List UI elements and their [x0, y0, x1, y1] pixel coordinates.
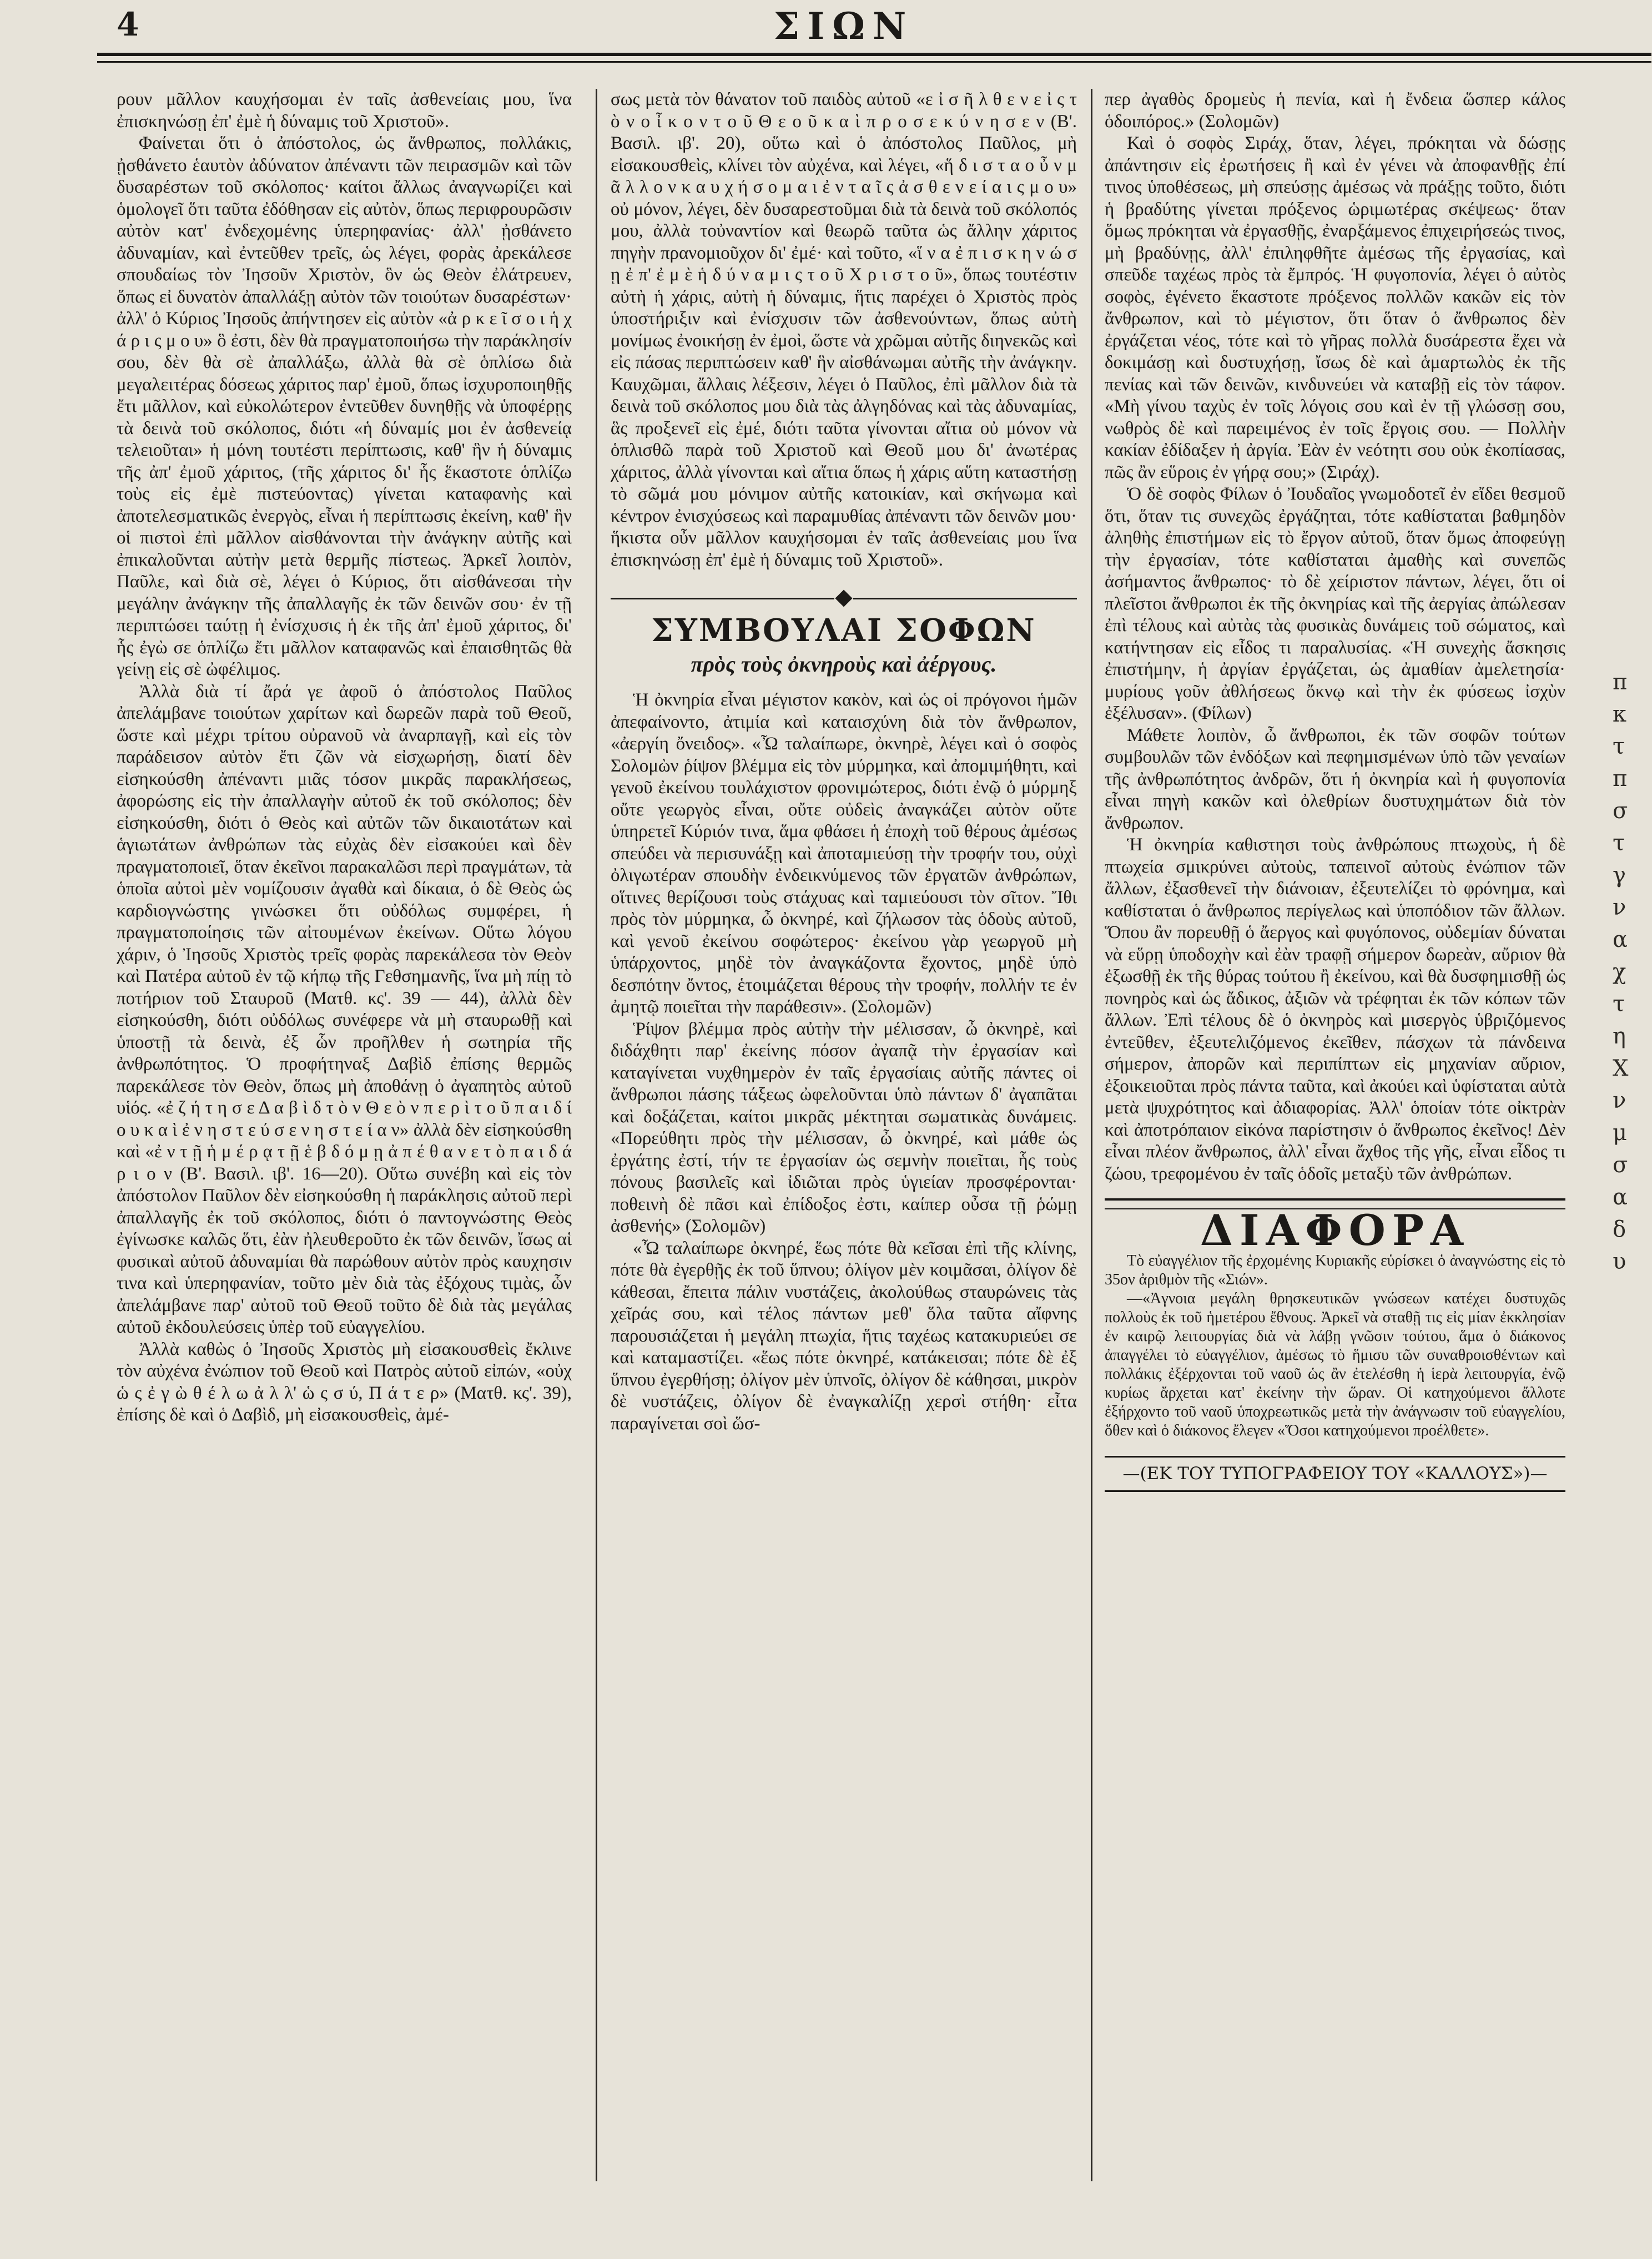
section-subtitle: πρὸς τοὺς ὀκνηροὺς καὶ ἀέργους. — [691, 651, 997, 677]
article-paragraph: Ῥίψον βλέμμα πρὸς αὐτὴν τὴν μέλισσαν, ὦ ὀκνηρὲ, καὶ διδάχθητι παρ' ἐκείνης πόσον ἀγαπᾷ τὴν ἐργασίαν καὶ καταγίνεται νυχθημερὸν ἐν ταῖς ἐργασίαις αὐτῆς πάντες οἱ ἄνθρωποι πάσης τάξεως ὠφελοῦνται ὑπὸ πάντων δ' ἀγαπᾶται καὶ δοξάζεται, καίτοι μικρᾶς μέκτηται σωματικὰς δυνάμεις. «Πορεύθητι πρὸς τὴν μέλισσαν, ὦ ὀκνηρέ, καὶ μάθε ὡς ἐργάτης ἐστί, τήν τε ἐργασίαν ὡς σεμνὴν ποιεῖται, ἧς τοὺς πόνους βασιλεῖς καὶ ἰδιῶται πρὸς ὑγιείαν προσφέρονται· ποθεινὴ δὲ πᾶσι καὶ ἐπίδοξος ἐστι, καίπερ οὖσα τῇ ῥώμῃ ἀσθενής» (Σολομῶν) — [611, 1018, 1077, 1236]
column-divider — [1091, 89, 1092, 2181]
news-item: Τὸ εὐαγγέλιον τῆς ἐρχομένης Κυριακῆς εὑρίσκει ὁ ἀναγνώστης εἰς τὸ 35ον ἀριθμὸν τῆς «Σιών». — [1105, 1252, 1565, 1288]
article-paragraph: σως μετὰ τὸν θάνατον τοῦ παιδὸς αὐτοῦ «ε ἰ σ ῆ λ θ ε ν ε ἰ ς τ ὸ ν ο ἶ κ ο ν τ ο ῦ Θ ε ο ῦ κ α ὶ π ρ ο σ ε κ ύ ν η σ ε ν (Β'. Βασιλ. ιβ'. 20), οὕτω καὶ ὁ ἀπόστολος Παῦλος, μὴ εἰσακουσθεὶς, κλίνει τὸν αὐχένα, καὶ λέγει, «ἥ δ ι σ τ α ο ὖ ν μ ᾶ λ λ ο ν κ α υ χ ή σ ο μ α ι ἐ ν τ α ῖ ς ἀ σ θ ε ν ε ί α ι ς μ ο υ» οὐ μόνον, λέγει, δὲν δυσαρεστοῦμαι διὰ τὰ δεινὰ τοῦ σκόλοπός μου, ἀλλὰ τοὐναντίον καὶ θεωρῶ ταῦτα ὡς ἄλλην χάριτος πηγὴν πρανομιοῦχον δι' ἐμέ· καὶ τοῦτο, «ἵ ν α ἐ π ι σ κ η ν ώ σ ῃ ἐ π' ἐ μ ὲ ἡ δ ύ ν α μ ι ς τ ο ῦ Χ ρ ι σ τ ο ῦ», ὅπως τουτέστιν αὐτὴ ἡ χάρις, αὐτὴ ἡ δύναμις, ἥτις παρέχει ὁ Χριστὸς πρὸς ὑποστήριξιν καὶ ἐνίσχυσιν τῶν ἀσθενούντων, ὅπως αὐτὴ μονίμως ἐνοικήσῃ ἐν ἐμοὶ, ὥστε νὰ χρῶμαι αὐτῆς διηνεκῶς καὶ εἰς πάσας περιπτώσειν καθ' ἣν αἰσθάνωμαι αὐτῆς τὴν ἀνάγκην. Καυχῶμαι, ἄλλαις λέξεσιν, λέγει ὁ Παῦλος, ἐπὶ μᾶλλον διὰ τὰ δεινὰ τοῦ σκόλοπος μου διὰ τὰς ἀλγηδόνας καὶ τὰς ἀδυναμίας, ἃς προξενεῖ εἰς ἐμέ, διότι ταῦτα γίνονται αἴτια οὐ μόνον νὰ ὁπλισθῶ παρὰ τοῦ Χριστοῦ καὶ Θεοῦ μου δι' ἀνωτέρας χάριτος, ἀλλὰ γίνονται καὶ αἴτια ὅπως ἡ χάρις αὕτη καταστήσῃ τὸ σῶμά μου μόνιμον αὐτῆς κατοικίαν, καὶ σκήνωμα καὶ κέντρον ἐνισχύσεως καὶ παραμυθίας ἀπέναντι τῶν δεινῶν μου· ἥκιστα οὖν μᾶλλον καυχήσομαι ἐν ταῖς ἀσθενείαις μου ἵνα ἐπισκηνώσῃ ἐπ' ἐμὲ ἡ δύναμις τοῦ Χριστοῦ». — [611, 89, 1077, 570]
article-paragraph: Ἡ ὀκνηρία καθιστησι τοὺς ἀνθρώπους πτωχοὺς, ἡ δὲ πτωχεία σμικρύνει αὐτοὺς, ταπεινοῖ αὐτοὺς ἐνώπιον τῶν ἄλλων, ἐξασθενεῖ τὴν διάνοιαν, ἐξευτελίζει τὸ φρόνημα, καὶ καθίσταται ὁ ἄνθρωπος περίγελως καὶ ὑποπόδιον τῶν ἄλλων. Ὅπου ἂν πορευθῇ ὁ ἄεργος καὶ φυγόπονος, οὐδεμίαν δύναται νὰ εὕρῃ ὑποδοχὴν καὶ ἐὰν τραφῇ σήμερον δωρεὰν, αὔριον θὰ ἐξωσθῇ ἐκ τῆς θύρας τούτου ἢ ἐκείνου, καὶ θὰ δυσφημισθῇ ὡς πονηρὸς καὶ ὡς ἄδικος, ἀξιῶν νὰ τρέφηται ἐκ τῶν κόπων τῶν ἄλλων. Ἐπὶ τέλους δὲ ὁ ὀκνηρὸς καὶ μισεργὸς ὑβριζόμενος ἐντεῦθεν, ἐξευτελιζόμενος ἐκεῖθεν, πάσχων τὰ πάνδεινα σήμερον, ἀπορῶν καὶ περιπίπτων εἰς μηχανίαν αὔριον, ἐξοικειοῦται πρὸς πάντα ταῦτα, καὶ ἀκούει καὶ ὑφίσταται αὐτὰ μετὰ ψυχρότητος καὶ ἀδιαφορίας. Ἀλλ' ὁποίαν τότε οἰκτρὰν καὶ ἀποτρόπαιον εἰκόνα παρίστησιν ὁ ἄνθρωπος ἐκεῖνος! Δὲν εἶναι πλέον ἄνθρωπος, ἀλλ' εἶναι ἄχθος τῆς γῆς, εἶναι εἶδος τι ζώου, τρεφομένου ἐν ταῖς ὁδοῖς μεταξὺ τῶν ἀνθρώπων. — [1105, 835, 1565, 1184]
diamond-ornament-icon — [835, 589, 852, 607]
article-paragraph: Μάθετε λοιπὸν, ὦ ἄνθρωποι, ἐκ τῶν σοφῶν τούτων συμβουλῶν τῶν ἐνδόξων καὶ πεφημισμένων ὑπὸ τῶν γεναίων τῆς ἀνθρωπότητος ἀνδρῶν, ὅτι ἡ ὀκνηρία καὶ ἡ φυγοπονία εἶναι πηγὴ κακῶν καὶ ὀλεθρίων δυστυχημάτων διὰ τὸν ἄνθρωπον. — [1105, 725, 1565, 833]
printer-imprint: —(ΕΚ ΤΟΥ ΤΥΠΟΓΡΑΦΕΙΟΥ ΤΟΥ «ΚΑΛΛΟΥΣ»)— — [1105, 1456, 1565, 1492]
article-paragraph: Καὶ ὁ σοφὸς Σιράχ, ὅταν, λέγει, πρόκηται νὰ δώσῃς ἀπάντησιν εἰς ἐρωτήσεις ἢ καὶ ἐν γένει νὰ ἀποφανθῇς ἐπί τινος ὑποθέσεως, μὴ σπεύσῃς ἀμέσως νὰ πράξῃς τοῦτο, διότι ἡ βραδύτης γίνεται πρόξενος ὡριμωτέρας σκέψεως· ὅταν ὅμως πρόκηται νὰ ἐργασθῇς, ἐναρξάμενος ἐπιχειρήσεώς τινος, μὴ βραδύνῃς, ἀλλ' ἐπιληφθῆτε ἀμέσως τῆς ἐργασίας, καὶ σπεῦδε ταχέως πρὸς τὰ ἔμπρός. Ἡ φυγοπονία, λέγει ὁ αὐτὸς σοφὸς, ἐγένετο ἕκαστοτε πρόξενος πολλῶν κακῶν εἰς τὸν ἄνθρωπον, καὶ τὸ μέγιστον, ὅτι ὅταν ὁ ἄνθρωπος δὲν ἐργάζεται νέος, τότε καὶ τὸ γῆρας πολλὰ δυσάρεστα ἔχει νὰ δοκιμάσῃ καὶ δυστυχήσῃ, ἴσως δὲ καὶ ἁμαρτωλὸς ἐκ τῆς πενίας καὶ τῶν δεινῶν, κινδυνεύει νὰ καταβῇ εἰς τὸν τάφον. «Μὴ γίνου ταχὺς ἐν τοῖς λόγοις σου καὶ ἐν τῇ γλώσσῃ σου, νωθρὸς δὲ καὶ παρειμένος ἐν τοῖς ἔργοις σου. — Πολλὴν κακίαν ἐδίδαξεν ἡ ἀργία. Ἐὰν ἐν νεότητι σου οὐκ ἐκοπίασας, πῶς ἂν εὕροις ἐν γήρᾳ σου;» (Σιράχ). — [1105, 133, 1565, 482]
header-rule-thick — [97, 53, 1651, 56]
article-paragraph: Ἀλλὰ διὰ τί ἄρά γε ἀφοῦ ὁ ἀπόστολος Παῦλος ἀπελάμβανε τοιούτων χαρίτων καὶ δωρεῶν παρὰ τοῦ Θεοῦ, ὥστε καὶ μέχρι τρίτου οὐρανοῦ νὰ ἀναρπαγῇ, καὶ εἰς τὸν παράδεισον αὐτὸν ἔτι ζῶν νὰ εἰσχωρήσῃ, διατί δὲν εἰσηκούσθη ἀπέναντι μιᾶς τόσον μικρᾶς παρακλήσεως, ἀφορώσης εἰς τὴν ἀπαλλαγὴν αὐτοῦ ἐκ τοῦ σκόλοπος; δὲν εἰσηκούσθη, διότι ὁ Θεὸς καὶ αὐτῶν τῶν δικαιοτάτων καὶ ἁγιωτάτων ἀνθρώπων τὰς εὐχὰς δὲν εἰσακούει καὶ δὲν πραγματοποιεῖ, ὅταν ἐκεῖνοι παρακαλῶσι περὶ πραγμάτων, τὰ ὁποῖα αὐτοὶ μὲν νομίζουσιν ἀγαθὰ καὶ δίκαια, ὁ δὲ Θεὸς ὡς καρδιογνώστης γινώσκει ὅτι οὐδόλως συμφέρει, ἡ πραγματοποίησις τῶν αἰτουμένων ἐκείνων. Οὕτω λόγου χάριν, ὁ Ἰησοῦς Χριστὸς τρεῖς φορὰς παρεκάλεσα τὸν Θεὸν καὶ Πατέρα αὐτοῦ ἐν τῷ κήπῳ τῆς Γεθσημανῆς, ἵνα μὴ πίῃ τὸ ποτήριον τοῦ Σταυροῦ (Ματθ. κς'. 39 — 44), ἀλλὰ δὲν εἰσηκούσθη, διότι οὐδόλως συνέφερε νὰ μὴ σταυρωθῇ καὶ ὑποστῇ τὰ δεινὰ, ἐξ ὧν προῆλθεν ἡ σωτηρία τῆς ἀνθρωπότητος. Ὁ προφήτηναξ Δαβὶδ ἐπίσης θερμῶς παρεκάλεσε τὸν Θεὸν, ὅπως μὴ ἀποθάνῃ ὁ ἀγαπητὸς αὐτοῦ υἱός. «ἐ ζ ή τ η σ ε Δ α β ὶ δ τ ὸ ν Θ ε ὸ ν π ε ρ ὶ τ ο ῦ π α ι δ ί ο υ κ α ὶ ἐ ν η σ τ ε ύ σ ε ν η σ τ ε ί α ν» ἀλλὰ δὲν εἰσηκούσθη καὶ «ἐ ν τ ῇ ἡ μ έ ρ ᾳ τ ῇ ἑ β δ ό μ ῃ ἀ π έ θ α ν ε τ ὸ π α ι δ ά ρ ι ο ν (Β'. Βασιλ. ιβ'. 16—20). Οὕτω συνέβη καὶ εἰς τὸν ἀπόστολον Παῦλον δὲν εἰσηκούσθη ἡ παράκλησις αὐτοῦ περὶ ἀπαλλαγῆς ἐκ τοῦ σκόλοπος, διότι ὁ παντογνώστης Θεὸς ἐγίνωσκε καλῶς ὅτι, ἐὰν ἠλευθεροῦτο ἐκ τῶν δεινῶν, ἴσως αἱ φυσικαὶ αὐτοῦ ἀδυναμίαι θὰ παρώθουν αὐτὸν πρὸς καυχησιν τινα καὶ ὑπερηφανίαν, τοῦτο μὲν διὰ τὰς ἐξόχους τιμὰς, ὧν ἀπελάμβανε παρ' αὐτοῦ τοῦ Θεοῦ τοῦτο δὲ διὰ τὰς μεγάλας αὐτοῦ ἐκδουλεύσεις ὑπὲρ τοῦ εὐαγγελίου. — [117, 681, 572, 1337]
column-3 — [1105, 89, 1565, 2181]
fragment-text: π κ τ π σ τ γ ν α χ τ η Χ ν μ σ α δ υ — [1613, 669, 1629, 1274]
page-header — [0, 0, 1652, 97]
section-title: ΣΥΜΒΟΥΛΑΙ ΣΟΦΩΝ — [651, 612, 1036, 649]
article-paragraph: Ἡ ὀκνηρία εἶναι μέγιστον κακὸν, καὶ ὡς οἱ πρόγονοι ἡμῶν ἀπεφαίνοντο, ἀτιμία καὶ καταισχύνη διὰ τὸν ἄνθρωπον, «ἀεργίη ὄνειδος». «Ὦ ταλαίπωρε, ὀκνηρὲ, λέγει καὶ ὁ σοφὸς Σολομὼν ῥίψον βλέμμα εἰς τὸν μύρμηκα, καὶ ἀπομιμήθητι, καὶ γενοῦ ἐκείνου τουλάχιστον φρονιμώτερος, διότι ἐνῷ ὁ μύρμηξ οὔτε γεωργὸς εἶναι, οὔτε οὐδεὶς ἀναγκάζει αὐτὸν οὔτε ὑπηρετεῖ Κύριόν τινα, ἅμα φθάσει ἡ ἐποχὴ τοῦ θέρους ἀμέσως σπεύδει νὰ περισυνάξῃ καὶ ἀποταμιεύσῃ τὴν τροφήν του, οὐχὶ ὀλιγωτέραν σπουδὴν ἐνδεικνύμενος τῶν ἐργατῶν ἀνθρώπων, οἵτινες θερίζουσι τοὺς στάχυας καὶ ταμιεύουσι τὸν σῖτον. Ἴθι πρὸς τὸν μύρμηκα, ὦ ὀκνηρέ, καὶ ζήλωσον τὰς ὁδοὺς αὐτοῦ, καὶ γενοῦ ἐκείνου σοφώτερος· ἐκείνου γὰρ γεωργοῦ μὴ ὑπάρχοντος, μηδὲ τὸν ἀναγκάζοντα ἔχοντος, μηδὲ ὑπὸ δεσπότην ὄντος, ἑτοιμάζεται θέρους τὴν τροφήν, πολλήν τε ἐν ἀμητῷ ποιεῖται τὴν παράθεσιν». (Σολομῶν) — [611, 690, 1077, 1017]
column-divider — [596, 89, 597, 2181]
article-paragraph: ρουν μᾶλλον καυχήσομαι ἐν ταῖς ἀσθενείαις μου, ἵνα ἐπισκηνώσῃ ἐπ' ἐμὲ ἡ δύναμις τοῦ Χριστοῦ». — [117, 89, 572, 132]
column-2 — [611, 89, 1077, 2181]
adjacent-page-fragment — [1613, 666, 1652, 2165]
masthead-title: ΣΙΩΝ — [773, 4, 914, 48]
article-paragraph: Ἀλλὰ καθὼς ὁ Ἰησοῦς Χριστὸς μὴ εἰσακουσθεὶς ἔκλινε τὸν αὐχένα ἐνώπιον τοῦ Θεοῦ καὶ Πατρὸς αὐτοῦ εἰπών, «οὐχ ὡ ς ἐ γ ὼ θ έ λ ω ἀ λ λ' ὡ ς σ ύ, Π ά τ ε ρ» (Ματθ. κς'. 39), ἐπίσης δὲ καὶ ὁ Δαβὶδ, μὴ εἰσακουσθεὶς, ἀμέ- — [117, 1339, 572, 1425]
section-ornament-divider — [611, 590, 1077, 607]
article-paragraph: Φαίνεται ὅτι ὁ ἀπόστολος, ὡς ἄνθρωπος, πολλάκις, ᾐσθάνετο ἑαυτὸν ἀδύνατον ἀπέναντι τῶν πειρασμῶν καὶ τῶν δυσαρέστων τοῦ σκόλοπος· καίτοι ἄλλως ἀναγνωρίζει καὶ ὁμολογεῖ ὅτι ταῦτα ἐδόθησαν εἰς αὐτὸν, ὅπως περιφρουρῶσιν αὐτὸν κατ' ἐνδεχομένης ὑπερηφανίας· ἀλλ' ᾐσθάνετο ἀδυναμίαν, καὶ ἐντεῦθεν τρεῖς, ὡς λέγει, φορὰς ἀρεκάλεσε σπουδαίως τὸν Ἰησοῦν Χριστὸν, ὃν ὡς Θεὸν ἐλάτρευεν, ὅπως εἰ δυνατὸν ἀπαλλάξῃ αὐτὸν τῶν τοιούτων δυσαρέστων· ἀλλ' ὁ Κύριος Ἰησοῦς ἀπήντησεν εἰς αὐτὸν «ἀ ρ κ ε ῖ σ ο ι ἡ χ ά ρ ι ς μ ο υ» ὃ ἐστι, δὲν θὰ πραγματοποιήσω τὴν παράκλησίν σου, δὲν θὰ σὲ ἀπαλλάξω, ἀλλὰ θὰ σὲ ὁπλίσω διὰ μεγαλειτέρας δόσεως χάριτος παρ' ἐμοῦ, ὅπως ἰσχυροποιηθῇς ἔτι μᾶλλον, καὶ εὐκολώτερον ἐντεῦθεν δυνηθῇς νὰ ὑποφέρῃς τὰ δεινὰ τοῦ σκόλοπος, διότι «ἡ δύναμίς μοι ἐν ἀσθενείᾳ τελειοῦται» ἡ μόνη τουτέστι περίπτωσις, καθ' ἣν ἡ δύναμις τῆς ἀπ' ἐμοῦ χάριτος, (τῆς χάριτος δι' ἧς ἕκαστοτε ὁπλίζω τοὺς εἰς ἐμὲ πιστεύοντας) γίνεται καταφανὴς καὶ ἀποτελεσματικῶς ἐνεργὸς, εἶναι ἡ περίπτωσις ἐκείνη, καθ' ἣν οἱ πιστοὶ ἐπὶ μᾶλλον αἰσθάνονται τὴν ἀνάγκην αὐτῆς καὶ ἐπικαλοῦνται αὐτὴν μετὰ θερμῆς πίστεως. Ἀρκεῖ λοιπὸν, Παῦλε, καὶ διὰ σὲ, λέγει ὁ Κύριος, ὅτι αἰσθάνεσαι τὴν μεγάλην ἀνάγκην τῆς ἀπαλλαγῆς ἐκ τῶν δεινῶν σου· ἐν τῇ περιπτώσει ταύτῃ ἡ ἐνίσχυσις ἡ ἐκ τῆς ἀπ' ἐμοῦ χάριτος, δι' ἧς ἐγὼ σε ὁπλίζω ἔτι μᾶλλον καταφανῶς καὶ ἐπαισθητῶς θὰ γείνῃ εἰς σὲ ὠφέλιμος. — [117, 133, 572, 679]
header-rule-thin — [97, 61, 1651, 63]
article-paragraph: περ ἀγαθὸς δρομεὺς ἡ πενία, καὶ ἡ ἔνδεια ὥσπερ κάλος ὁδοιπόρος.» (Σολομῶν) — [1105, 89, 1565, 132]
page-number: 4 — [117, 6, 139, 43]
news-item: —«Ἀγνοια μεγάλη θρησκευτικῶν γνώσεων κατέχει δυστυχῶς πολλοὺς ἐκ τοῦ ἡμετέρου ἔθνους. Ἀρκεῖ νὰ σταθῇ τις εἰς μίαν ἐκκλησίαν ἐν καιρῷ λειτουργίας διὰ νὰ λάβῃ γνῶσιν τούτου, ἅμα ὁ διάκονος ἀπαγγέλει τὸ εὐαγγέλιον, ἀμέσως τὸ ἥμισυ τῶν συναθροισθέντων καὶ πολλάκις ἐξέρχονται τοῦ ναοῦ ὡς ἂν ἐτελέσθη ἡ ἱερὰ λειτουργία, ἐνῷ κυρίως ἄρχεται κατ' ἐκείνην τὴν ὥραν. Οἱ κατηχούμενοι ἄλλοτε ἐξήρχοντο τοῦ ναοῦ ὑποχρεωτικῶς μετὰ τὴν ἀνάγνωσιν τοῦ εὐαγγελίου, ὅθεν καὶ ὁ διάκονος ἔλεγεν «Ὅσοι κατηχούμενοι προέλθετε». — [1105, 1289, 1565, 1439]
column-1 — [117, 89, 572, 2181]
article-paragraph: «Ὦ ταλαίπωρε ὀκνηρέ, ἕως πότε θὰ κεῖσαι ἐπὶ τῆς κλίνης, πότε θὰ ἐγερθῇς ἐκ τοῦ ὕπνου; ὀλίγον μὲν κοιμᾶσαι, ὀλίγον δὲ κάθεσαι, ἔπειτα πάλιν νυστάζεις, ἀκολούθως σταυρώνεις τὰς χεῖράς σου, καὶ τέλος πάντων μεθ' ὅλα ταῦτα αἴφνης παρουσιάζεται ἡ μεγάλη πτωχία, ἥτις ταχέως κατακυριεύει σε καὶ καταμαστίζει. «ἕως πότε ὀκνηρέ, κατάκεισαι; πότε δὲ ἐξ ὕπνου ἐγερθήσῃ; ὀλίγον μὲν ὑπνοῖς, ὀλίγον δὲ κάθησαι, μικρὸν δὲ νυστάζεις, ὀλίγον δὲ ἐναγκαλίζῃ χερσὶ στήθη· εἶτα παραγίνεται σοὶ ὥσ- — [611, 1238, 1077, 1434]
article-paragraph: Ὁ δὲ σοφὸς Φίλων ὁ Ἰουδαῖος γνωμοδοτεῖ ἐν εἴδει θεσμοῦ ὅτι, ὅταν τις συνεχῶς ἐργάζηται, τότε καθίσταται βαθμηδὸν ἀληθὴς ἐπιστήμων εἰς τὸ ἔργον αὐτοῦ, ὅταν ὅμως ἀποφεύγῃ τὴν ἐργασίαν, τότε καθίσταται ἀμαθὴς καὶ συνεπῶς ἀσήμαντος ἄνθρωπος· τὸ δὲ χείριστον πάντων, λέγει, ὅτι οἱ πλεῖστοι ἄνθρωποι ἐκ τῆς ὀκνηρίας καὶ τῆς ἀεργίας ἀπώλεσαν ἐπὶ τέλους καὶ αὐτὰς τὰς φυσικὰς δυνάμεις τοῦ σώματος, καὶ κατήντησαν εἰς εἶδος τι παραλυσίας. «Ἡ συνεχὴς ἄσκησις ἐπιστήμην, ἡ ἀργίαν ἐργάζεται, ὡς ἀμαθίαν ἀμελετησία· μυρίους γοῦν ἀθλήσεως ὄκνῳ καὶ τὴν ἐκ φύσεως ἰσχὺν ἐξέλυσαν». (Φίλων) — [1105, 484, 1565, 723]
miscellany-title: ΔΙΑΦΟΡΑ — [1200, 1206, 1470, 1255]
